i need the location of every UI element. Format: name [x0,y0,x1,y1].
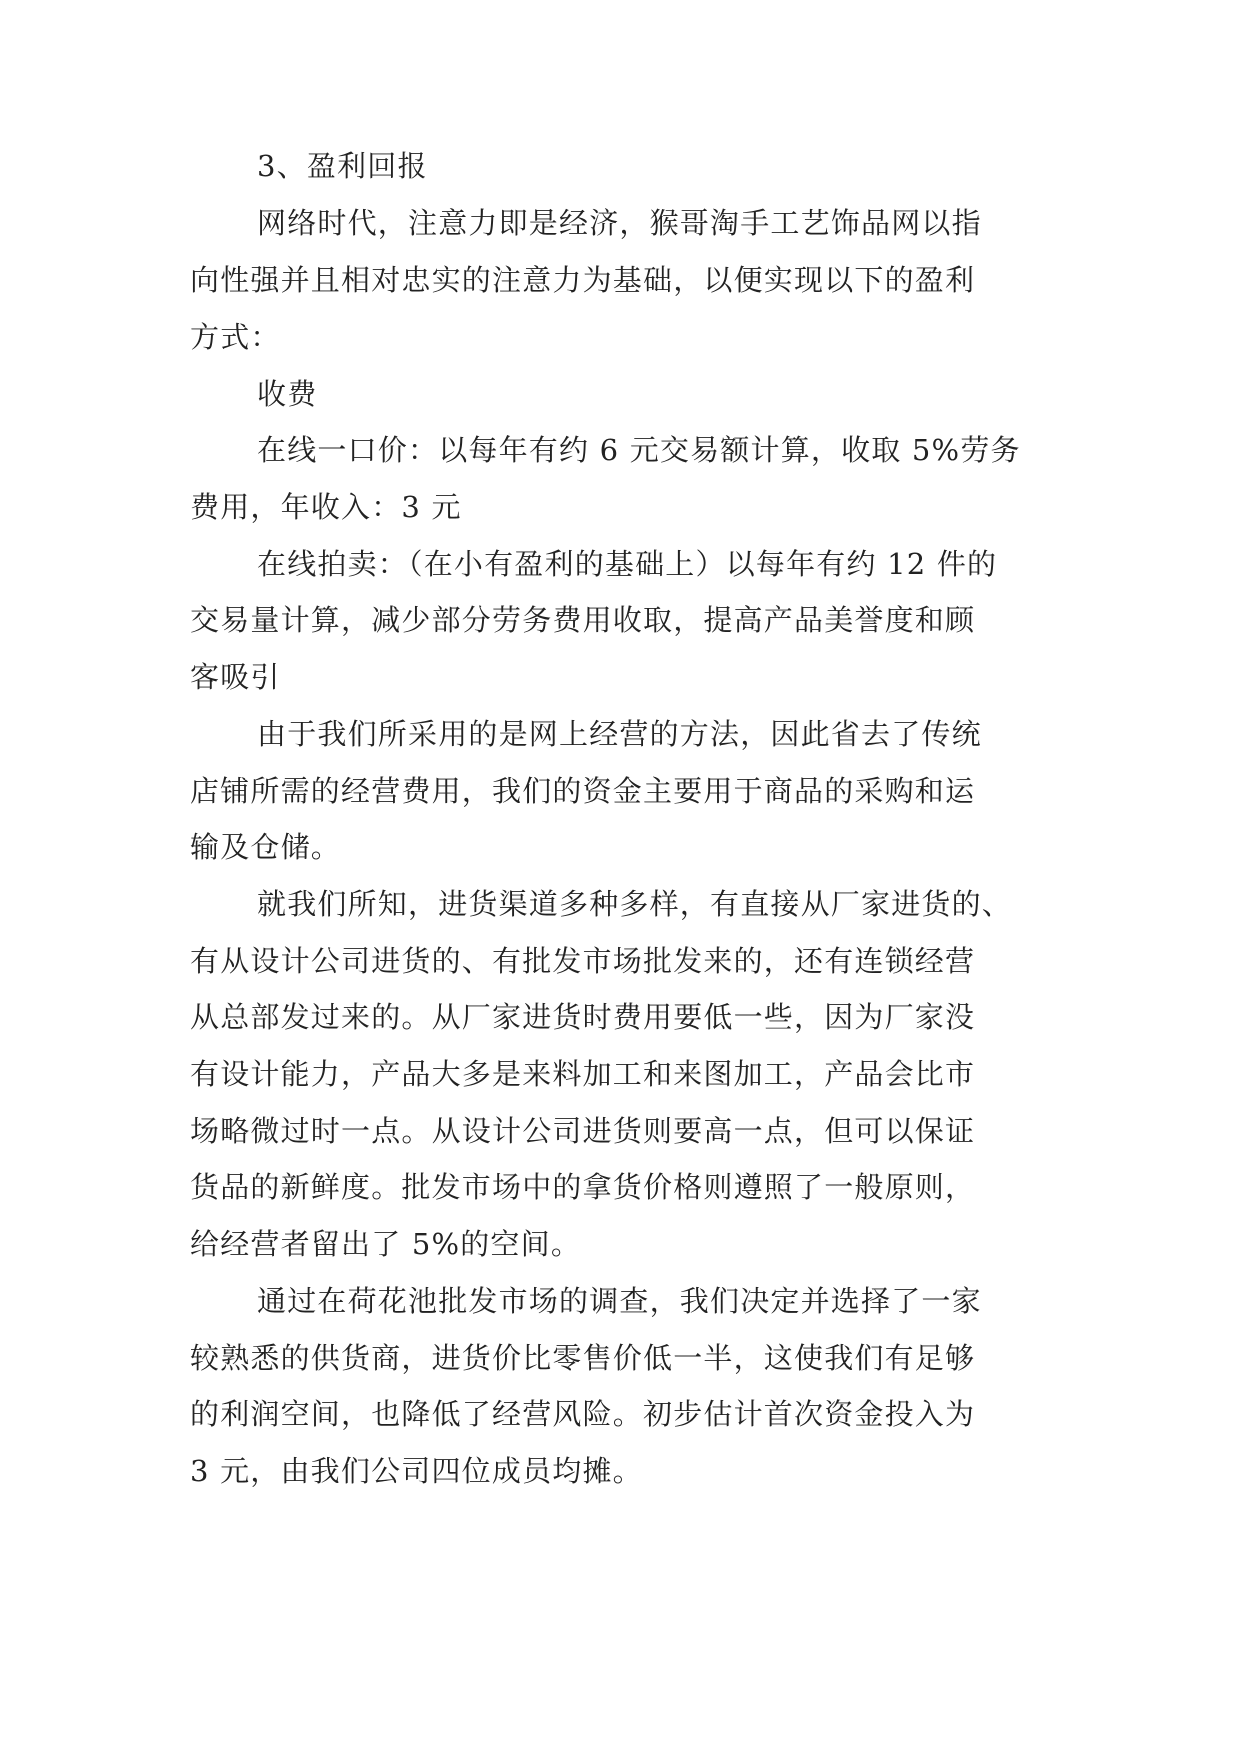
text-line: 费用，年收入：3 元 [190,490,462,524]
text-line: 3 元，由我们公司四位成员均摊。 [190,1454,643,1488]
text-line: 店铺所需的经营费用，我们的资金主要用于商品的采购和运 [190,774,976,808]
text-line: 从总部发过来的。从厂家进货时费用要低一些，因为厂家没 [190,1000,976,1034]
text-line: 输及仓储。 [190,830,342,864]
text-line: 场略微过时一点。从设计公司进货则要高一点，但可以保证 [190,1114,976,1148]
text-line: 收费 [257,377,318,411]
text-line: 由于我们所采用的是网上经营的方法，因此省去了传统 [257,717,982,751]
text-line: 有设计能力，产品大多是来料加工和来图加工，产品会比市 [190,1057,976,1091]
text-line: 方式： [190,320,281,354]
section-heading: 3、盈利回报 [257,149,428,183]
text-line: 网络时代，注意力即是经济，猴哥淘手工艺饰品网以指 [257,206,982,240]
text-line: 货品的新鲜度。批发市场中的拿货价格则遵照了一般原则， [190,1170,976,1204]
text-line: 向性强并且相对忠实的注意力为基础，以便实现以下的盈利 [190,263,976,297]
text-line: 较熟悉的供货商，进货价比零售价低一半，这使我们有足够 [190,1341,976,1375]
text-line: 通过在荷花池批发市场的调查，我们决定并选择了一家 [257,1284,982,1318]
text-line: 在线拍卖：（在小有盈利的基础上）以每年有约 12 件的 [257,547,998,581]
text-line: 有从设计公司进货的、有批发市场批发来的，还有连锁经营 [190,944,976,978]
text-line: 在线一口价：以每年有约 6 元交易额计算，收取 5%劳务 [257,433,1021,467]
text-line: 客吸引 [190,660,281,694]
text-line: 就我们所知，进货渠道多种多样，有直接从厂家进货的、 [257,887,1013,921]
text-line: 交易量计算，减少部分劳务费用收取，提高产品美誉度和顾 [190,603,976,637]
text-line: 的利润空间，也降低了经营风险。初步估计首次资金投入为 [190,1397,976,1431]
text-line: 给经营者留出了 5%的空间。 [190,1227,582,1261]
